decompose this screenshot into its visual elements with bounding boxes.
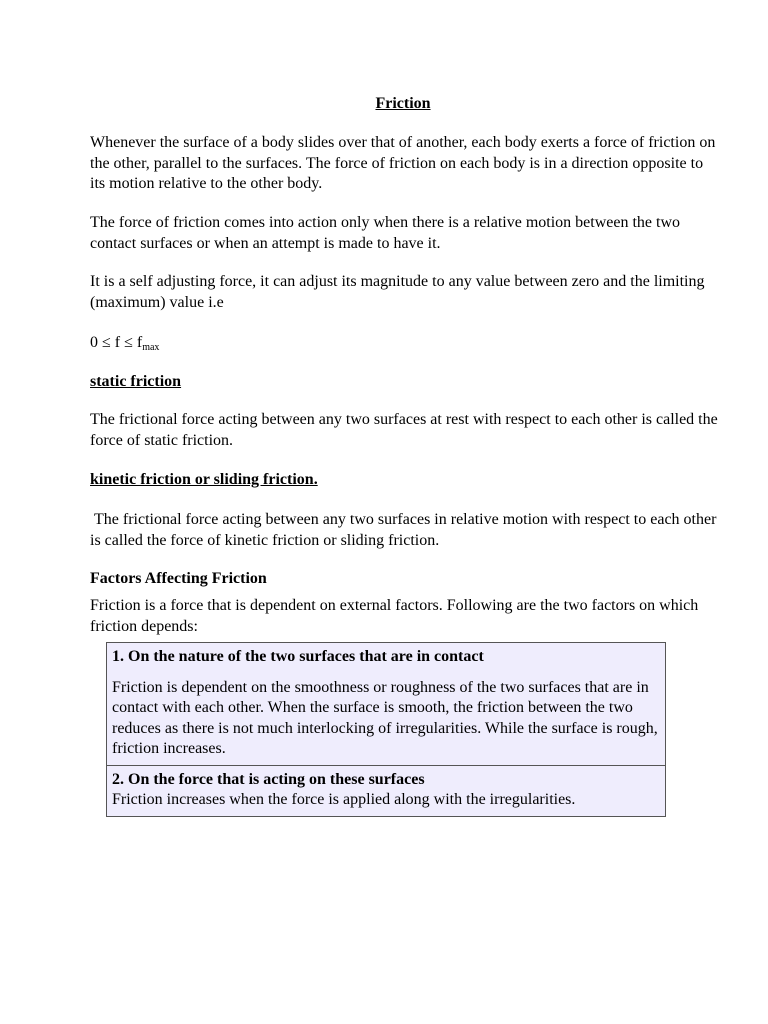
factor-cell xyxy=(107,643,665,765)
inequality-main: 0 ≤ f ≤ f xyxy=(90,334,143,351)
factor-text: Friction is dependent on the smoothness or roughness of the two surfaces that are in contact with each other. When the surface is smooth, the friction between the two reduces as there is not much interlocking of irregularities. While the surface is rough, friction increases. xyxy=(112,678,658,757)
static-friction-heading: static friction xyxy=(90,373,182,390)
inequality-subscript: max xyxy=(142,342,160,353)
intro-paragraph: Whenever the surface of a body slides over that of another, each body exerts a force of friction on the other, parallel to the surfaces. The force of friction on each body is in a direction opposite to its motion relative to the other body. xyxy=(90,134,716,192)
factors-intro: Friction is a force that is dependent on external factors. Following are the two factors on which friction depends: xyxy=(90,597,699,635)
action-paragraph: The force of friction comes into action only when there is a relative motion between the two contact surfaces or when an attempt is made to have it. xyxy=(90,214,681,252)
factor-title: 2. On the force that is acting on these surfaces xyxy=(112,770,425,788)
friction-inequality xyxy=(90,333,720,359)
document-title: Friction xyxy=(375,95,431,112)
factor-cell xyxy=(107,765,665,816)
static-friction-text: The frictional force acting between any two surfaces at rest with respect to each other is called the force of static friction. xyxy=(90,411,718,449)
kinetic-friction-heading: kinetic friction or sliding friction. xyxy=(90,471,318,488)
factor-title: 1. On the nature of the two surfaces that are in contact xyxy=(112,648,484,665)
kinetic-friction-text: The frictional force acting between any two surfaces in relative motion with respect to each other is called the force of kinetic friction or sliding friction. xyxy=(90,511,721,549)
factor-text: Friction increases when the force is applied along with the irregularities. xyxy=(112,791,576,808)
factors-heading: Factors Affecting Friction xyxy=(90,570,267,587)
factors-table xyxy=(106,642,666,817)
self-adjusting-paragraph: It is a self adjusting force, it can adjust its magnitude to any value between zero and the limiting (maximum) value i.e xyxy=(90,273,705,311)
